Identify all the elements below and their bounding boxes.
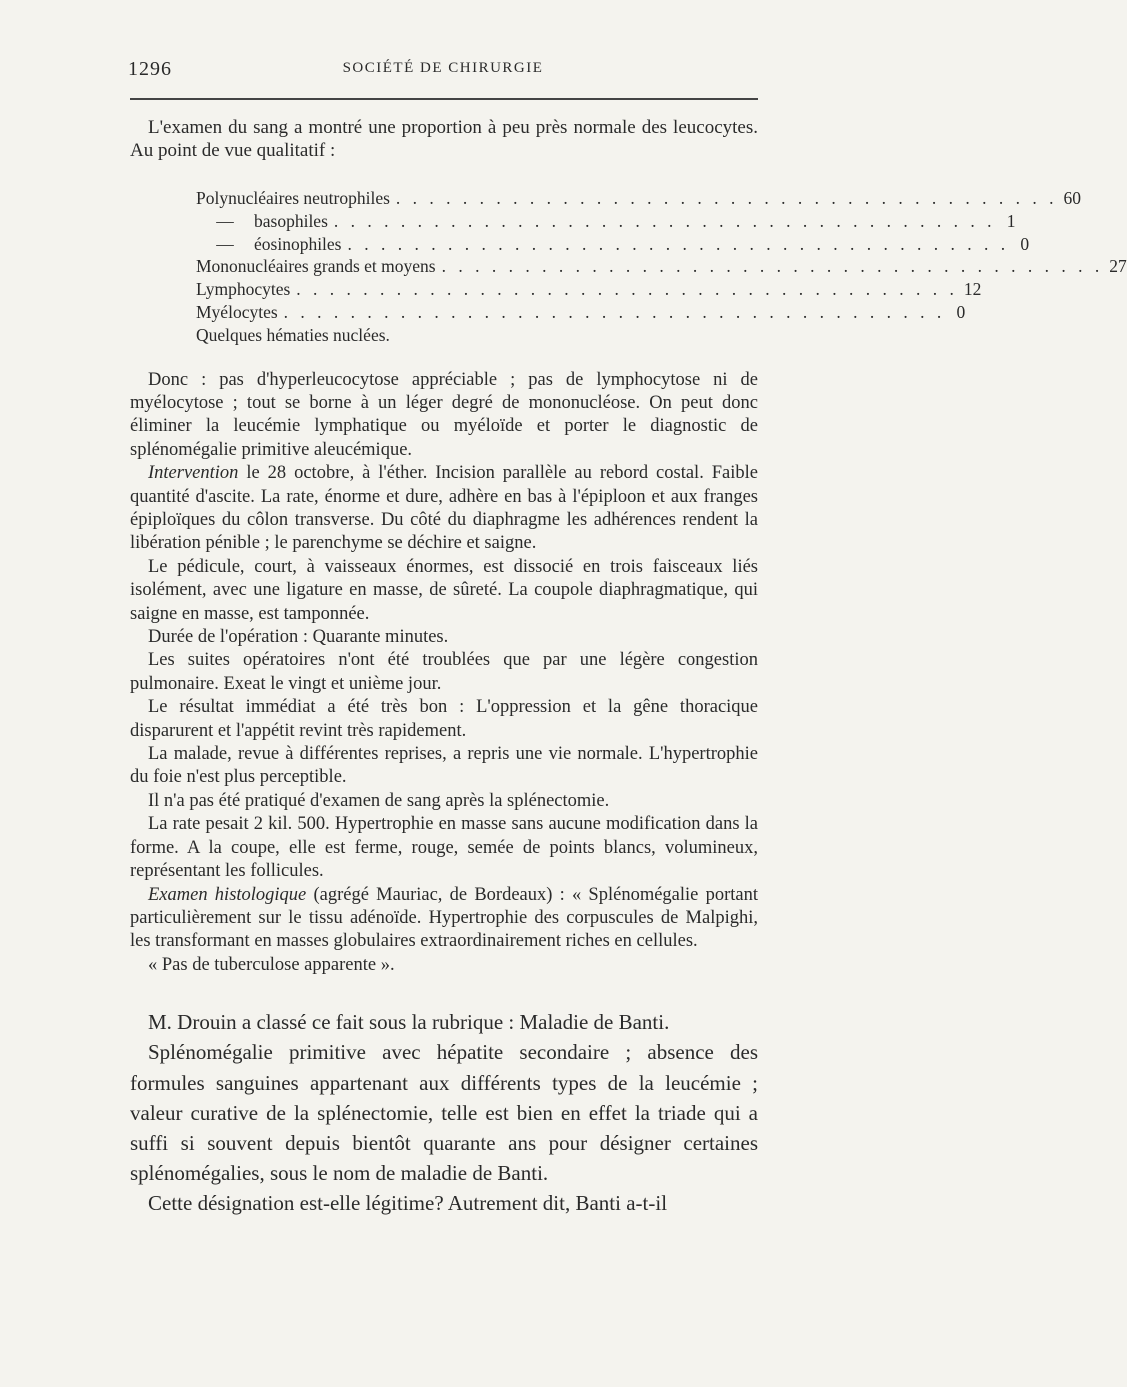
formula-value: 12 <box>963 279 982 300</box>
formula-value: 60 <box>1063 188 1082 208</box>
italic-heading: Examen histologique <box>148 884 307 905</box>
paragraph: Le résultat immédiat a été très bon : L'oppression et la gêne thoracique disparurent et l'appétit revint très rapidement. <box>130 697 758 741</box>
formula-row <box>196 233 1030 256</box>
paragraph: Il n'a pas été pratiqué d'examen de sang après la splénectomie. <box>148 790 610 811</box>
formula-label <box>196 301 278 324</box>
formula-label <box>196 210 328 233</box>
paragraph-text: (agrégé Mauriac, de Bordeaux) : « Splénomégalie portant particulièrement sur le tissu adénoïde. Hypertrophie des corpuscules de Malpighi, les transformant en masses globulaires extraordinairement riches en cellules. <box>130 884 758 952</box>
dot-leader: . . . . . . . . . . . . . . . . . . . . . . . . . . . . . . . . . . . . . . . . <box>441 256 1104 277</box>
formula-label <box>196 187 390 210</box>
paragraph: La malade, revue à différentes reprises, a repris une vie normale. L'hypertrophie du foie n'est plus perceptible. <box>130 744 758 788</box>
blood-formula-table <box>196 187 1127 347</box>
dot-leader: . . . . . . . . . . . . . . . . . . . . . . . . . . . . . . . . . . . . . . . . <box>333 210 996 231</box>
case-report <box>130 369 758 978</box>
paragraph-text: le 28 octobre, à l'éther. Incision parallèle au rebord costal. Faible quantité d'ascite. La rate, énorme et dure, adhère en bas à l'épiploon et aux franges épiploïques du côlon transverse. Du côté du diaphragme les adhérences rendent la libération pénible ; le parenchyme se déchire et saigne. <box>130 463 758 554</box>
paragraph: Cette désignation est-elle légitime? Autrement dit, Banti a-t-il <box>148 1191 668 1216</box>
formula-label-text: Myélocytes <box>196 301 278 322</box>
intro-paragraph: L'examen du sang a montré une proportion à peu près normale des leucocytes. Au point de vue qualitatif : <box>130 117 758 161</box>
paragraph: Donc : pas d'hyperleucocytose appréciable ; pas de lymphocytose ni de myélocytose ; tout se borne à un léger degré de mononucléose. On peut donc éliminer la leucémie lymphatique ou myéloïde et porter le diagnostic de splénomégalie primitive aleucémique. <box>130 369 758 460</box>
paragraph: Le pédicule, court, à vaisseaux énormes, est dissocié en trois faisceaux liés isolément, avec une ligature en masse, de sûreté. La coupole diaphragmatique, qui saigne en masse, est tamponnée. <box>130 556 758 624</box>
paragraph <box>130 462 758 556</box>
formula-label-text: basophiles <box>254 210 328 231</box>
formula-label <box>196 233 342 256</box>
header-rule <box>130 98 758 100</box>
formula-row <box>196 210 1016 233</box>
running-title: SOCIÉTÉ DE CHIRURGIE <box>342 60 544 76</box>
body-text <box>130 116 1127 1219</box>
paragraph: Les suites opératoires n'ont été troublées que par une légère congestion pulmonaire. Exeat le vingt et unième jour. <box>130 650 758 694</box>
dot-leader: . . . . . . . . . . . . . . . . . . . . . . . . . . . . . . . . . . . . . . . . <box>283 301 946 322</box>
page-header <box>128 58 758 84</box>
formula-label-text: Polynucléaires neutrophiles <box>196 188 390 208</box>
formula-label-text: Lymphocytes <box>196 279 291 300</box>
dot-leader: . . . . . . . . . . . . . . . . . . . . . . . . . . . . . . . . . . . . . . . . <box>296 279 958 300</box>
dot-leader: . . . . . . . . . . . . . . . . . . . . . . . . . . . . . . . . . . . . . . . . <box>395 188 1058 208</box>
formula-value: 0 <box>956 301 966 322</box>
formula-row <box>196 187 1082 210</box>
formula-label <box>196 255 436 278</box>
formula-value: 27 <box>1109 256 1127 277</box>
paragraph: Durée de l'opération : Quarante minutes. <box>148 627 449 648</box>
formula-note: Quelques hématies nuclées. <box>196 324 390 345</box>
paragraph: « Pas de tuberculose apparente ». <box>148 954 395 975</box>
formula-label <box>196 278 290 301</box>
formula-row <box>196 255 1127 278</box>
formula-row <box>196 301 966 324</box>
formula-label-text: éosinophiles <box>254 233 342 254</box>
formula-label-text: Mononucléaires grands et moyens <box>196 256 436 277</box>
discussion <box>130 1007 758 1218</box>
ditto-dash: — <box>216 233 234 254</box>
paragraph: Splénomégalie primitive avec hépatite secondaire ; absence des formules sanguines appartenant aux différents types de la leucémie ; valeur curative de la splénectomie, telle est bien en effet la triade qui a suffi si souvent depuis bientôt quarante ans pour désigner certaines splénomégalies, sous le nom de maladie de Banti. <box>130 1040 758 1186</box>
page-number: 1296 <box>128 58 172 80</box>
paragraph <box>130 884 758 954</box>
italic-heading: Intervention <box>148 463 239 484</box>
paragraph: La rate pesait 2 kil. 500. Hypertrophie en masse sans aucune modification dans la forme. A la coupe, elle est ferme, rouge, semée de points blancs, volumineux, représentant les follicules. <box>130 814 758 882</box>
ditto-dash: — <box>216 210 234 231</box>
dot-leader: . . . . . . . . . . . . . . . . . . . . . . . . . . . . . . . . . . . . . . . . <box>347 233 1010 254</box>
formula-row <box>196 278 982 301</box>
paragraph: M. Drouin a classé ce fait sous la rubrique : Maladie de Banti. <box>148 1010 670 1035</box>
formula-value: 0 <box>1020 233 1030 254</box>
formula-value: 1 <box>1006 210 1016 231</box>
